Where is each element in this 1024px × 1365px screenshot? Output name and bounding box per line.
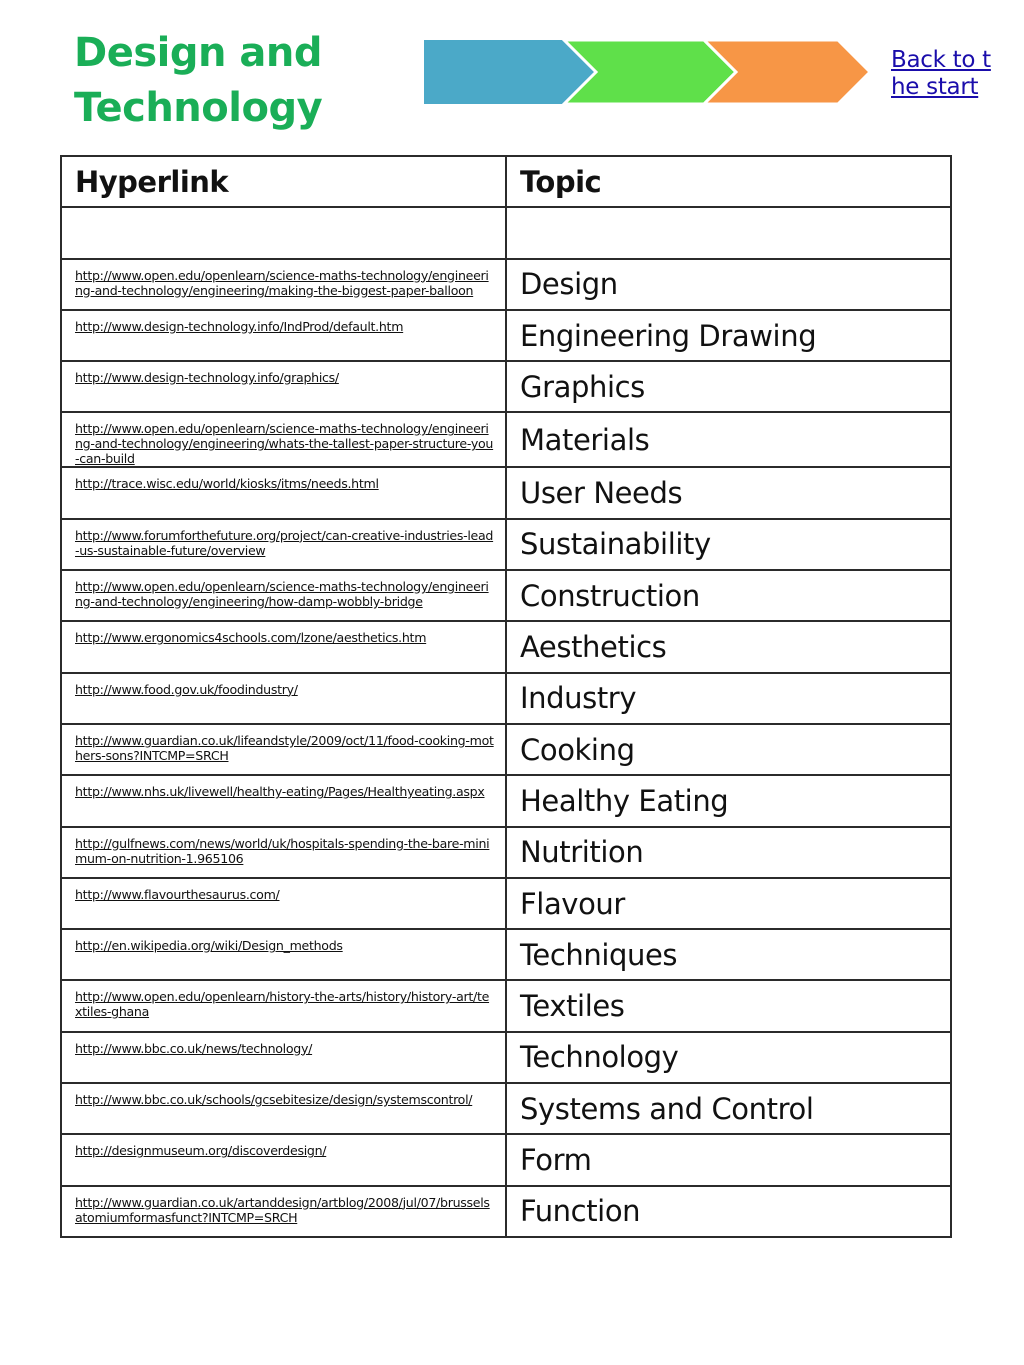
topic-cell: Aesthetics xyxy=(506,621,951,672)
topic-cell: Flavour xyxy=(506,878,951,929)
hyperlink-cell xyxy=(61,207,506,258)
table-row xyxy=(61,1134,951,1185)
table-row xyxy=(61,412,951,467)
hyperlink-cell xyxy=(61,775,506,826)
topic-cell: Textiles xyxy=(506,980,951,1031)
topic-cell: Form xyxy=(506,1134,951,1185)
hyperlink-cell xyxy=(61,1083,506,1134)
table-row xyxy=(61,519,951,570)
topic-cell: Techniques xyxy=(506,929,951,980)
topic-cell: Sustainability xyxy=(506,519,951,570)
column-header-hyperlink: Hyperlink xyxy=(61,156,506,207)
resource-link[interactable]: http://www.open.edu/openlearn/science-maths-technology/engineering-and-technology/engineering/how-damp-wobbly-bridge xyxy=(75,579,489,610)
resource-link[interactable]: http://www.design-technology.info/IndProd/default.htm xyxy=(75,318,404,334)
hyperlink-cell xyxy=(61,673,506,724)
table-row xyxy=(61,724,951,775)
hyperlink-cell xyxy=(61,929,506,980)
table-row xyxy=(61,929,951,980)
page-title-line-2: Technology xyxy=(74,85,323,131)
table-row xyxy=(61,361,951,412)
chevron-blue xyxy=(424,40,596,104)
topic-cell: Industry xyxy=(506,673,951,724)
hyperlink-cell xyxy=(61,412,506,467)
resource-link[interactable]: http://www.open.edu/openlearn/history-the-arts/history/history-art/textiles-ghana xyxy=(75,989,490,1020)
page-title-line-1: Design and xyxy=(74,30,322,76)
resource-link[interactable]: http://www.bbc.co.uk/schools/gcsebitesize/design/systemscontrol/ xyxy=(75,1092,473,1108)
hyperlink-cell xyxy=(61,1032,506,1083)
column-header-topic: Topic xyxy=(506,156,951,207)
table-row xyxy=(61,878,951,929)
topic-cell: User Needs xyxy=(506,467,951,518)
resource-link[interactable]: http://www.open.edu/openlearn/science-maths-technology/engineering-and-technology/engineering/making-the-biggest-paper-balloon xyxy=(75,267,489,298)
table-body xyxy=(61,207,951,1237)
topic-cell: Technology xyxy=(506,1032,951,1083)
topic-cell: Healthy Eating xyxy=(506,775,951,826)
table-row xyxy=(61,1186,951,1237)
hyperlink-cell xyxy=(61,827,506,878)
hyperlink-table xyxy=(60,155,952,1238)
resource-link[interactable]: http://www.guardian.co.uk/artanddesign/artblog/2008/jul/07/brusselsatomiumformasfunct?INTCMP=SRCH xyxy=(75,1194,490,1225)
hyperlink-cell xyxy=(61,621,506,672)
table-row xyxy=(61,259,951,310)
hyperlink-cell xyxy=(61,570,506,621)
resource-link[interactable]: http://www.ergonomics4schools.com/lzone/aesthetics.htm xyxy=(75,630,427,646)
table-row xyxy=(61,467,951,518)
table-row xyxy=(61,621,951,672)
topic-cell: Graphics xyxy=(506,361,951,412)
process-chevron-arrows xyxy=(422,38,872,106)
topic-cell: Construction xyxy=(506,570,951,621)
hyperlink-cell xyxy=(61,1134,506,1185)
topic-cell: Function xyxy=(506,1186,951,1237)
hyperlink-cell xyxy=(61,1186,506,1237)
hyperlink-cell xyxy=(61,878,506,929)
resource-link[interactable]: http://www.guardian.co.uk/lifeandstyle/2009/oct/11/food-cooking-mothers-sons?INTCMP=SRCH xyxy=(75,732,494,763)
topic-cell: Engineering Drawing xyxy=(506,310,951,361)
topic-cell: Systems and Control xyxy=(506,1083,951,1134)
resource-link[interactable]: http://en.wikipedia.org/wiki/Design_methods xyxy=(75,938,343,954)
resource-link[interactable]: http://gulfnews.com/news/world/uk/hospitals-spending-the-bare-minimum-on-nutrition-1.965106 xyxy=(75,835,490,866)
topic-cell: Nutrition xyxy=(506,827,951,878)
topic-cell: Cooking xyxy=(506,724,951,775)
resource-link[interactable]: http://www.food.gov.uk/foodindustry/ xyxy=(75,681,298,697)
hyperlink-cell xyxy=(61,467,506,518)
table-row xyxy=(61,310,951,361)
resource-link[interactable]: http://www.flavourthesaurus.com/ xyxy=(75,886,280,902)
table-row xyxy=(61,207,951,258)
resource-link[interactable]: http://www.forumforthefuture.org/project/can-creative-industries-lead-us-sustainable-future/overview xyxy=(75,527,494,558)
hyperlink-cell xyxy=(61,519,506,570)
table-row xyxy=(61,775,951,826)
resource-link[interactable]: http://www.bbc.co.uk/news/technology/ xyxy=(75,1040,313,1056)
topic-cell: Materials xyxy=(506,412,951,467)
page-title xyxy=(74,26,404,136)
table-row xyxy=(61,1032,951,1083)
hyperlink-cell xyxy=(61,724,506,775)
resource-link[interactable]: http://www.design-technology.info/graphics/ xyxy=(75,370,339,386)
resource-link[interactable]: http://www.nhs.uk/livewell/healthy-eating/Pages/Healthyeating.aspx xyxy=(75,784,485,800)
hyperlink-cell xyxy=(61,980,506,1031)
hyperlink-cell xyxy=(61,310,506,361)
table-row xyxy=(61,827,951,878)
table-row xyxy=(61,673,951,724)
topic-cell xyxy=(506,207,951,258)
table-row xyxy=(61,570,951,621)
back-to-start-link[interactable]: Back to the start xyxy=(891,47,991,100)
table-row xyxy=(61,980,951,1031)
hyperlink-cell xyxy=(61,361,506,412)
hyperlink-cell xyxy=(61,259,506,310)
table-header-row xyxy=(61,156,951,207)
table-row xyxy=(61,1083,951,1134)
resource-link[interactable]: http://trace.wisc.edu/world/kiosks/itms/needs.html xyxy=(75,476,379,492)
resource-link[interactable]: http://designmuseum.org/discoverdesign/ xyxy=(75,1143,327,1159)
topic-cell: Design xyxy=(506,259,951,310)
resource-link[interactable]: http://www.open.edu/openlearn/science-maths-technology/engineering-and-technology/engineering/whats-the-tallest-paper-structure-you-can-build xyxy=(75,421,494,467)
